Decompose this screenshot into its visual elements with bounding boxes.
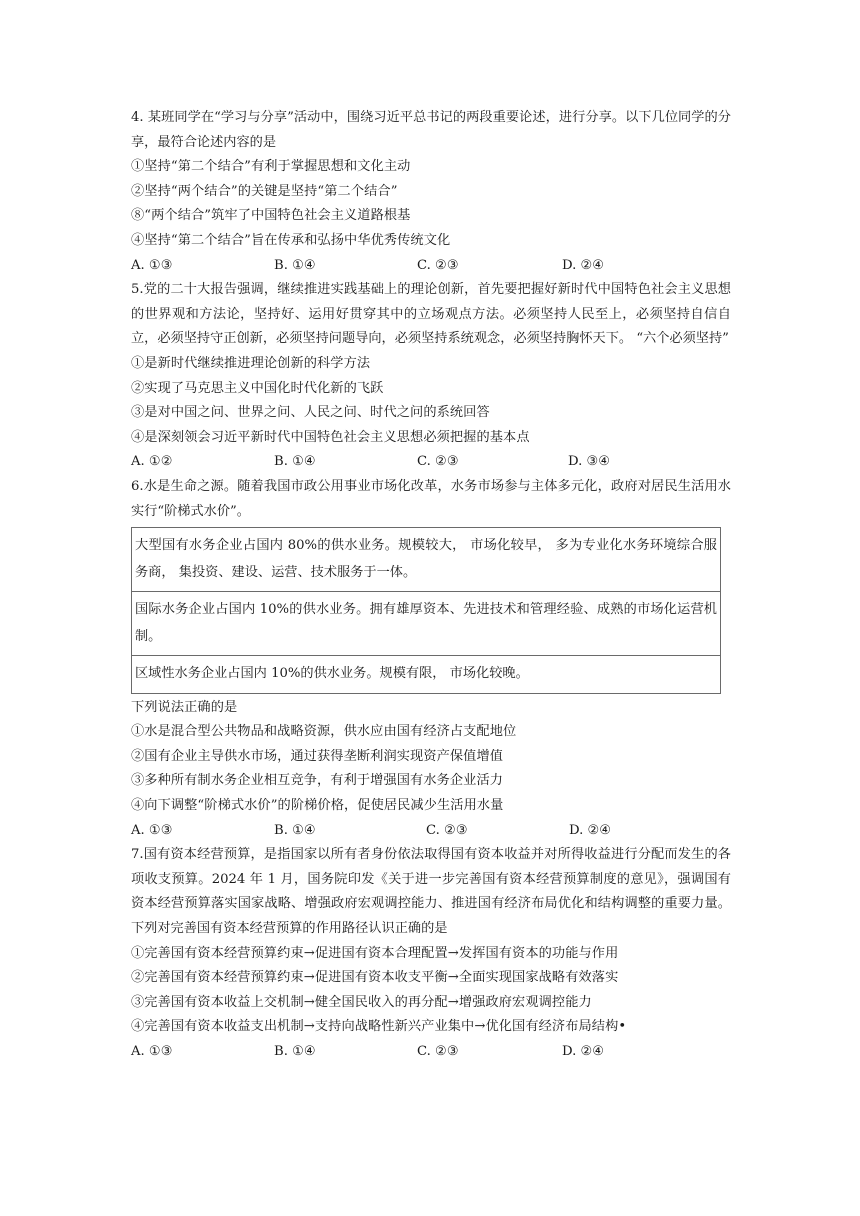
- statement-item: ②实现了马克思主义中国化时代化新的飞跃: [131, 380, 384, 396]
- option-c: C. ②③: [417, 1043, 459, 1059]
- option-d: D. ③④: [568, 454, 611, 470]
- statement-item: ①坚持“第二个结合”有利于掌握思想和文化主动: [131, 159, 411, 175]
- option-d: D. ②④: [569, 822, 612, 838]
- table-row: [132, 528, 721, 592]
- table-row: [132, 656, 721, 694]
- question-prompt: 下列说法正确的是: [131, 699, 238, 715]
- question-stem: 4. 某班同学在“学习与分享”活动中，围绕习近平总书记的两段重要论述，进行分享。以下几位同学的分享，最符合论述内容的是: [131, 110, 731, 150]
- table-cell: 大型国有水务企业占国内 80%的供水业务。规模较大， 市场化较早， 多为专业化水务环境综合服务商， 集投资、建设、运营、技术服务于一体。: [132, 528, 721, 592]
- statement-item: ④是深刻领会习近平新时代中国特色社会主义思想必须把握的基本点: [131, 429, 530, 445]
- question-5: [131, 278, 731, 475]
- exam-page: [131, 106, 731, 1065]
- option-b: B. ①④: [274, 1043, 316, 1059]
- answer-options: [131, 819, 731, 844]
- option-a: A. ①③: [131, 1043, 173, 1059]
- question-4: [131, 106, 731, 278]
- statement-item: ②完善国有资本经营预算约束→促进国有资本收支平衡→全面实现国家战略有效落实: [131, 970, 619, 986]
- option-c: C. ②③: [417, 454, 459, 470]
- option-d: D. ②④: [562, 257, 605, 273]
- question-6: [131, 475, 731, 843]
- option-a: A. ①②: [131, 454, 173, 470]
- question-stem: 6.水是生命之源。随着我国市政公用事业市场化改革，水务市场参与主体多元化，政府对居民生活用水实行“阶梯式水价”。: [131, 478, 731, 519]
- question-stem: 5.党的二十大报告强调，继续推进实践基础上的理论创新，首先要把握好新时代中国特色社会主义思想的世界观和方法论，坚持好、运用好贯穿其中的立场观点方法。必须坚持人民至上，必须坚持自信自立，必须坚持守正创新，必须坚持问题导向，必须坚持系统观念，必须坚持胸怀天下。 “六个必须坚持”: [131, 282, 731, 347]
- answer-options: [131, 1040, 731, 1065]
- statement-item: ⑧“两个结合”筑牢了中国特色社会主义道路根基: [131, 208, 411, 224]
- option-d: D. ②④: [562, 1043, 605, 1059]
- answer-options: [131, 450, 731, 475]
- statement-item: ③多种所有制水务企业相互竞争，有利于增强国有水务企业活力: [131, 773, 504, 789]
- statement-item: ①水是混合型公共物品和战略资源，供水应由国有经济占支配地位: [131, 724, 517, 740]
- water-enterprise-table: [131, 527, 721, 694]
- option-c: C. ②③: [426, 822, 468, 838]
- table-row: [132, 592, 721, 656]
- answer-options: [131, 254, 731, 279]
- statement-item: ④完善国有资本收益支出机制→支持向战略性新兴产业集中→优化国有经济布局结构•: [131, 1019, 627, 1035]
- statement-item: ④向下调整“阶梯式水价”的阶梯价格，促使居民减少生活用水量: [131, 797, 504, 813]
- statement-item: ①是新时代继续推进理论创新的科学方法: [131, 355, 371, 371]
- table-cell: 国际水务企业占国内 10%的供水业务。拥有雄厚资本、先进技术和管理经验、成熟的市场化运营机制。: [132, 592, 721, 656]
- statement-item: ④坚持“第二个结合”旨在传承和弘扬中华优秀传统文化: [131, 232, 451, 248]
- question-stem: 7.国有资本经营预算，是指国家以所有者身份依法取得国有资本收益并对所得收益进行分配而发生的各项收支预算。2024 年 1 月，国务院印发《关于进一步完善国有资本经营预算制度的意见》，强调国有资本经营预算落实国家战略、增强政府宏观调控能力、推进国有经济布局优化和结构调整的重要力量。下列对完善国有资本经营预算的作用路径认识正确的是: [131, 847, 731, 936]
- statement-item: ②国有企业主导供水市场，通过获得垄断利润实现资产保值增值: [131, 748, 504, 764]
- option-b: B. ①④: [274, 257, 316, 273]
- option-b: B. ①④: [274, 454, 316, 470]
- option-c: C. ②③: [417, 257, 459, 273]
- question-7: [131, 843, 731, 1064]
- statement-item: ③是对中国之问、世界之问、人民之问、时代之问的系统回答: [131, 405, 490, 421]
- table-cell: 区域性水务企业占国内 10%的供水业务。规模有限， 市场化较晚。: [132, 656, 721, 694]
- statement-item: ②坚持“两个结合”的关键是坚持“第二个结合”: [131, 183, 398, 199]
- statement-item: ③完善国有资本收益上交机制→健全国民收入的再分配→增强政府宏观调控能力: [131, 994, 592, 1010]
- statement-item: ①完善国有资本经营预算约束→促进国有资本合理配置→发挥国有资本的功能与作用: [131, 945, 619, 961]
- option-a: A. ①③: [131, 822, 173, 838]
- option-b: B. ①④: [274, 822, 316, 838]
- option-a: A. ①③: [131, 257, 173, 273]
